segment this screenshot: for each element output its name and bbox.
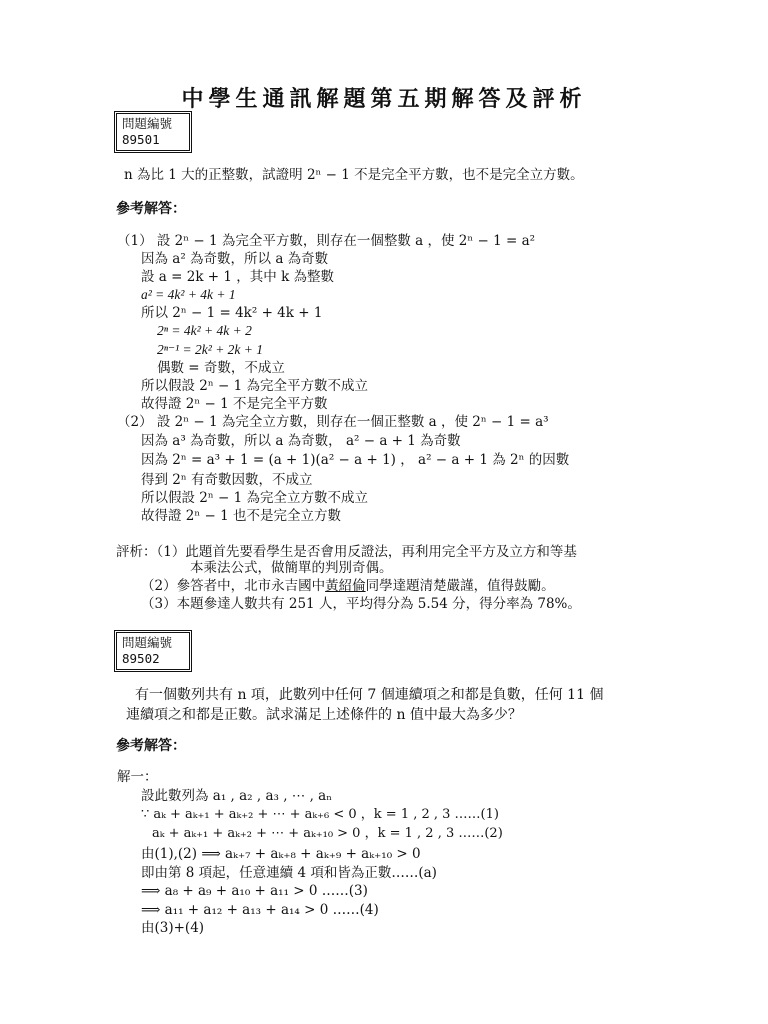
problem-number-value: 89501 — [122, 132, 160, 147]
commentary-2-prefix: （2）參答者中，北市永吉國中 — [141, 578, 326, 594]
proof-line-16: 故得證 2ⁿ − 1 也不是完全立方數 — [141, 508, 341, 524]
proof-line-9: 所以假設 2ⁿ − 1 為完全平方數不成立 — [141, 378, 368, 394]
problem-1-answer-heading: 參考解答： — [116, 201, 186, 217]
solution-line-8: 由(3)+(4) — [141, 920, 205, 936]
commentary-3: （3）本題參達人數共有 251 人，平均得分為 5.54 分，得分率為 78%。 — [141, 596, 581, 612]
proof-line-11: （2） 設 2ⁿ − 1 為完全立方數，則存在一個正整數 a ，使 2ⁿ − 1 = a³ — [117, 414, 549, 430]
proof-line-13: 因為 2ⁿ = a³ + 1 = (a + 1)(a² − a + 1) ， a² − a + 1 為 2ⁿ 的因數 — [141, 452, 570, 468]
solution-line-5: 即由第 8 項起，任意連續 4 項和皆為正數……(a) — [141, 865, 437, 881]
commentary-2-suffix: 同學達題清楚嚴謹，值得鼓勵。 — [365, 578, 555, 594]
solution-label: 解一： — [117, 769, 158, 785]
proof-line-15: 所以假設 2ⁿ − 1 為完全立方數不成立 — [141, 490, 368, 506]
page-title: 中學生通訊解題第五期解答及評析 — [181, 86, 587, 112]
problem-2-answer-heading: 參考解答： — [116, 738, 186, 754]
commentary-2 — [141, 577, 555, 595]
problem-number-label: 問題編號 — [122, 635, 173, 650]
proof-line-10: 故得證 2ⁿ − 1 不是完全平方數 — [141, 396, 328, 412]
solution-line-2: ∵ aₖ + aₖ₊₁ + aₖ₊₂ + ⋯ + aₖ₊₆ < 0 ，k = 1 , 2 , 3 ……(1) — [141, 807, 499, 822]
commentary-1a: 評析：（1）此題首先要看學生是否會用反證法，再利用完全平方及立方和等基 — [116, 544, 577, 560]
problem-number-box-89501 — [114, 111, 192, 153]
proof-line-3: 設 a = 2k + 1 ，其中 k 為整數 — [141, 269, 335, 285]
commentary-1b: 本乘法公式，做簡單的判別奇偶。 — [190, 560, 393, 576]
proof-line-5: 所以 2ⁿ − 1 = 4k² + 4k + 1 — [141, 305, 323, 321]
proof-line-7: 2ⁿ⁻¹ = 2k² + 2k + 1 — [157, 342, 264, 357]
problem-number-label: 問題編號 — [122, 116, 173, 131]
solution-line-7: ⟹ a₁₁ + a₁₂ + a₁₃ + a₁₄ > 0 ……(4) — [141, 902, 379, 918]
proof-line-2: 因為 a² 為奇數，所以 a 為奇數 — [141, 251, 329, 267]
proof-line-14: 得到 2ⁿ 有奇數因數，不成立 — [141, 472, 313, 488]
proof-line-6: 2ⁿ = 4k² + 4k + 2 — [157, 323, 252, 338]
proof-line-12: 因為 a³ 為奇數，所以 a 為奇數， a² − a + 1 為奇數 — [141, 433, 461, 449]
solution-line-1: 設此數列為 a₁ , a₂ , a₃ , ⋯ , aₙ — [141, 788, 333, 804]
problem-2-statement-line-1: 有一個數列共有 n 項，此數列中任何 7 個連續項之和都是負數，任何 11 個 — [135, 687, 604, 703]
student-name: 黃紹倫 — [325, 578, 366, 594]
solution-line-6: ⟹ a₈ + a₉ + a₁₀ + a₁₁ > 0 ……(3) — [141, 883, 368, 899]
problem-number-value: 89502 — [122, 651, 160, 666]
proof-line-8: 偶數 = 奇數，不成立 — [157, 360, 285, 376]
problem-1-statement: n 為比 1 大的正整數，試證明 2ⁿ − 1 不是完全平方數，也不是完全立方數。 — [124, 167, 584, 183]
solution-line-3: aₖ + aₖ₊₁ + aₖ₊₂ + ⋯ + aₖ₊₁₀ > 0 ，k = 1 , 2 , 3 ……(2) — [152, 826, 503, 841]
proof-line-4: a² = 4k² + 4k + 1 — [141, 287, 236, 302]
problem-2-statement-line-2: 連續項之和都是正數。試求滿足上述條件的 n 值中最大為多少？ — [126, 707, 522, 723]
solution-line-4: 由(1),(2) ⟹ aₖ₊₇ + aₖ₊₈ + aₖ₊₉ + aₖ₊₁₀ > 0 — [141, 846, 421, 862]
proof-line-1: （1） 設 2ⁿ − 1 為完全平方數，則存在一個整數 a ，使 2ⁿ − 1 = a² — [117, 233, 536, 249]
problem-number-box-89502 — [114, 630, 192, 672]
